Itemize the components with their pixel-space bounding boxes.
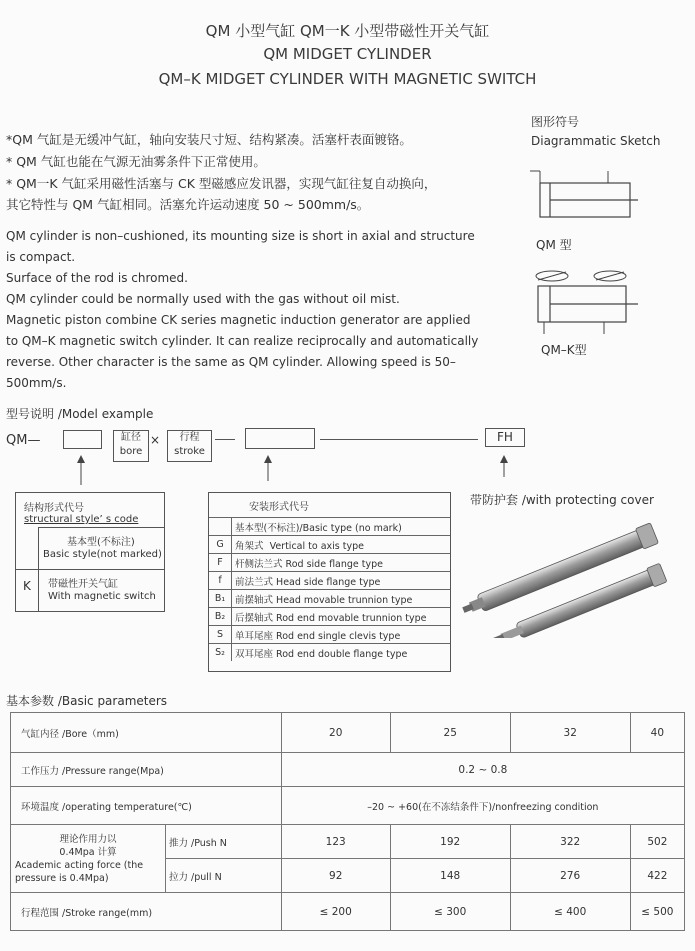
en-line-6: to QM–K magnetic switch cylinder. It can realize reciprocally and automatically	[6, 334, 479, 348]
stroke-en: stroke	[174, 446, 205, 457]
push-value: 192	[390, 825, 510, 859]
mount-table	[209, 517, 450, 661]
cover-label: 带防护套 /with protecting cover	[470, 493, 654, 507]
temp-value: –20 ~ +60(在不冻结条件下)/nonfreezing condition	[281, 787, 684, 825]
push-label: 推力 /Push N	[166, 825, 282, 859]
cylinder-photo-icon	[455, 508, 680, 638]
mount-row: G 角架式 Vertical to axis type	[209, 536, 450, 554]
push-value: 502	[630, 825, 684, 859]
pull-value: 422	[630, 859, 684, 893]
mount-row: B₁ 前摆轴式 Head movable trunnion type	[209, 590, 450, 608]
qm-symbol-icon	[528, 165, 638, 225]
stroke-value: ≤ 300	[390, 893, 510, 931]
stroke-value: ≤ 200	[281, 893, 390, 931]
dash-2	[320, 439, 478, 440]
struct-basic-cell	[38, 527, 165, 570]
stroke-box	[167, 430, 212, 462]
bore-box	[113, 430, 149, 462]
en-line-7: reverse. Other character is the same as QM cylinder. Allowing speed is 50–	[6, 355, 456, 369]
en-line-4: QM cylinder could be normally used with the gas without oil mist.	[6, 292, 400, 306]
mount-row: S₂ 双耳尾座 Rod end double flange type	[209, 644, 450, 662]
force-label-cn2: 0.4Mpa 计算	[59, 846, 117, 858]
cn-line-3: * QM一K 气缸采用磁性活塞与 CK 型磁感应发讯器，实现气缸往复自动换向，	[6, 176, 437, 191]
pressure-value: 0.2 ~ 0.8	[281, 753, 684, 787]
mount-title: 安装形式代号	[249, 502, 309, 513]
cn-line-4: 其它特性与 QM 气缸相同。活塞允许运动速度 50 ~ 500mm/s。	[6, 197, 370, 212]
bore-value: 32	[510, 713, 630, 753]
qmk-symbol-icon	[524, 268, 639, 340]
bore-value: 25	[390, 713, 510, 753]
dash-1	[215, 439, 235, 440]
struct-k-code: K	[23, 579, 31, 593]
pressure-label: 工作压力 /Pressure range(Mpa)	[11, 753, 282, 787]
stroke-cn: 行程	[179, 432, 200, 443]
push-value: 123	[281, 825, 390, 859]
pull-label: 拉力 /pull N	[166, 859, 282, 893]
params-heading: 基本参数 /Basic parameters	[6, 694, 168, 708]
bore-label: 气缸内径 /Bore（mm)	[11, 713, 282, 753]
qm-label: QM 型	[536, 238, 572, 252]
table-row	[11, 825, 685, 859]
fh-box: FH	[485, 428, 525, 447]
cn-line-2: * QM 气缸也能在气源无油雾条件下正常使用。	[6, 154, 266, 169]
bore-cn: 缸径	[121, 432, 141, 443]
struct-k-cn: 带磁性开关气缸	[48, 579, 118, 590]
title-en-1: QM MIDGET CYLINDER	[263, 45, 432, 63]
arrow-up-icon	[498, 455, 510, 479]
qmk-label: QM–K型	[541, 343, 587, 357]
arrow-up-icon	[75, 455, 87, 487]
en-line-5: Magnetic piston combine CK series magnetic induction generator are applied	[6, 313, 471, 327]
struct-k-divider	[38, 569, 39, 611]
mount-row: 基本型(不标注)/Basic type (no mark)	[209, 518, 450, 536]
table-row	[11, 787, 685, 825]
sketch-title-en: Diagrammatic Sketch	[531, 134, 661, 148]
mount-code-box	[245, 428, 315, 449]
mount-row: S 单耳尾座 Rod end single clevis type	[209, 626, 450, 644]
mount-row: f 前法兰式 Head side flange type	[209, 572, 450, 590]
en-line-8: 500mm/s.	[6, 376, 67, 390]
model-heading: 型号说明 /Model example	[6, 407, 154, 421]
times-symbol: ×	[150, 433, 161, 447]
bore-value: 20	[281, 713, 390, 753]
struct-basic-en: Basic style(not marked)	[43, 549, 162, 560]
params-table	[10, 712, 685, 931]
push-value: 322	[510, 825, 630, 859]
force-label-en: Academic acting force (the pressure is 0.4Mpa)	[15, 859, 144, 884]
mount-row: F 杆侧法兰式 Rod side flange type	[209, 554, 450, 572]
struct-title-cn: 结构形式代号	[24, 503, 84, 514]
title-cn: QM 小型气缸 QM一K 小型带磁性开关气缸	[205, 22, 490, 40]
table-row	[11, 893, 685, 931]
bore-en: bore	[119, 446, 143, 457]
cn-line-1: *QM 气缸是无缓冲气缸，轴向安装尺寸短、结构紧凑。活塞杆表面镀铬。	[6, 132, 412, 147]
title-en-2: QM–K MIDGET CYLINDER WITH MAGNETIC SWITCH	[158, 70, 537, 88]
bore-value: 40	[630, 713, 684, 753]
mount-row: B₂ 后摆轴式 Rod end movable trunnion type	[209, 608, 450, 626]
stroke-value: ≤ 500	[630, 893, 684, 931]
en-line-2: is compact.	[6, 250, 76, 264]
pull-value: 92	[281, 859, 390, 893]
pull-value: 148	[390, 859, 510, 893]
en-line-1: QM cylinder is non–cushioned, its mounting size is short in axial and structure	[6, 229, 475, 243]
table-row	[11, 753, 685, 787]
struct-k-en: With magnetic switch	[48, 591, 156, 602]
force-label-cn: 理论作用力以	[59, 833, 117, 845]
struct-basic-cn: 基本型(不标注)	[67, 537, 135, 548]
arrow-up-icon	[262, 455, 274, 483]
struct-title-en: structural style’ s code	[24, 514, 139, 525]
struct-style-panel	[15, 492, 165, 612]
model-prefix: QM—	[6, 433, 41, 448]
temp-label: 环境温度 /operating temperature(℃)	[11, 787, 282, 825]
en-line-3: Surface of the rod is chromed.	[6, 271, 188, 285]
stroke-value: ≤ 400	[510, 893, 630, 931]
force-label	[11, 825, 166, 893]
sketch-title-cn: 图形符号	[531, 115, 580, 129]
table-row	[11, 713, 685, 753]
mount-panel	[208, 492, 451, 672]
pull-value: 276	[510, 859, 630, 893]
stroke-label: 行程范围 /Stroke range(mm)	[11, 893, 282, 931]
struct-code-box	[63, 430, 102, 449]
